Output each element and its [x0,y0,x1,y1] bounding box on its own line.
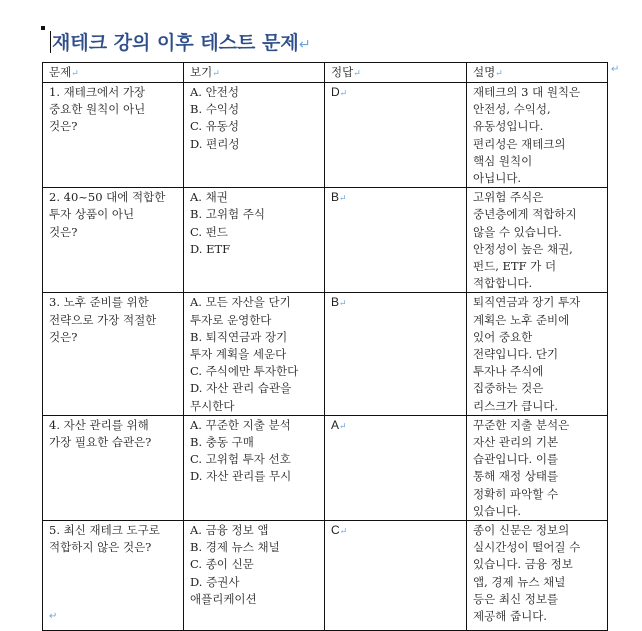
options-cell[interactable] [184,83,325,188]
option-c: C. 주식에만 투자한다 [190,364,299,379]
header-cell-options[interactable] [184,63,325,83]
quiz-table [42,62,608,631]
text-cursor [50,31,51,53]
header-cell-explanation[interactable] [467,63,608,83]
explanation-cell[interactable] [467,415,608,520]
cell-end-mark-icon: ↵ [339,89,348,99]
header-label: 설명 [473,65,496,79]
explanation-line: 안전성, 수익성, [473,102,551,117]
options-cell[interactable] [184,188,325,293]
option-c: C. 펀드 [190,224,228,239]
explanation-line: 집중하는 것은 [473,381,544,396]
answer-value: C [331,523,340,538]
explanation-cell[interactable] [467,293,608,415]
explanation-line: 투자나 주식에 [473,364,544,379]
option-a: A. 꾸준한 지출 분석 [190,417,291,432]
document-title-text: 재테크 강의 이후 테스트 문제 [52,32,299,54]
paragraph-mark-icon: ↵ [298,37,311,53]
explanation-line: 퇴직연금과 장기 투자 [473,295,581,310]
answer-cell[interactable] [325,83,467,188]
explanation-line: 고위험 주식은 [473,190,544,205]
row-end-mark-icon: ↵ [611,64,620,75]
option-b: B. 고위험 주식 [190,207,265,222]
explanation-line: 앱, 경제 뉴스 채널 [473,574,566,589]
cell-end-mark-icon: ↵ [212,69,220,79]
option-d: D. 자산 관리 습관을 [190,381,292,396]
cell-end-mark-icon: ↵ [339,194,347,205]
explanation-line: 재테크의 3 대 원칙은 [473,85,581,99]
option-b: B. 경제 뉴스 채널 [190,540,280,555]
option-b: B. 충동 구매 [190,435,254,450]
table-row [43,83,608,188]
explanation-line: 종이 신문은 정보의 [473,523,570,538]
explanation-line: 실시간성이 떨어질 수 [473,540,581,555]
paragraph-anchor-marker [41,26,45,30]
cell-end-mark-icon: ↵ [353,69,361,79]
answer-cell[interactable] [325,293,467,415]
answer-value: A [331,417,340,432]
question-line: 1. 재테크에서 가장 [49,85,146,99]
explanation-line: 편리성은 재테크의 [473,136,566,151]
question-line: 4. 자산 관리를 위해 [49,417,149,432]
header-cell-answer[interactable] [325,63,467,83]
answer-value: B [331,295,340,310]
document-title[interactable] [52,31,311,57]
options-cell[interactable] [184,521,325,631]
explanation-cell[interactable] [467,188,608,293]
option-d-cont: 무시한다 [190,398,235,413]
option-a-cont: 투자로 운영한다 [190,312,272,327]
explanation-line: 꾸준한 지출 분석은 [473,417,570,432]
explanation-line: 정확히 파악할 수 [473,486,559,501]
explanation-line: 아닙니다. [473,171,522,186]
explanation-line: 등은 최신 정보를 [473,591,559,606]
question-line: 적합하지 않은 것은? [49,540,152,555]
option-a: A. 모든 자산을 단기 [190,295,291,310]
question-cell[interactable] [43,83,184,188]
option-d-cont: 애플리케이션 [190,591,257,606]
cell-end-mark-icon: ↵ [495,69,503,79]
options-cell[interactable] [184,293,325,415]
answer-cell[interactable] [325,188,467,293]
options-cell[interactable] [184,415,325,520]
option-c: C. 종이 신문 [190,557,254,572]
option-a: A. 채권 [190,190,228,205]
explanation-line: 계획은 노후 준비에 [473,312,570,327]
question-line: 중요한 원칙이 아닌 [49,102,146,117]
header-label: 문제 [49,65,72,79]
cell-end-mark-icon: ↵ [339,299,347,310]
question-line: 것은? [49,224,78,239]
header-label: 정답 [331,65,354,79]
explanation-line: 자산 관리의 기본 [473,435,559,450]
question-line: 것은? [49,119,78,134]
explanation-line: 있습니다. 금융 정보 [473,557,573,572]
question-line: 것은? [49,329,78,344]
cell-end-mark-icon: ↵ [339,421,347,432]
answer-cell[interactable] [325,415,467,520]
explanation-line: 제공해 줍니다. [473,609,547,624]
explanation-line: 있어 중요한 [473,329,533,344]
question-line: 전략으로 가장 적절한 [49,312,157,327]
table-row [43,188,608,293]
option-c: C. 유동성 [190,119,240,134]
option-d: D. 증권사 [190,574,240,589]
explanation-line: 적합합니다. [473,276,533,291]
question-line: 투자 상품이 아닌 [49,207,135,222]
cell-end-mark-icon: ↵ [339,527,348,538]
header-cell-question[interactable] [43,63,184,83]
explanation-line: 전략입니다. 단기 [473,347,559,362]
explanation-cell[interactable] [467,83,608,188]
option-c: C. 고위험 투자 선호 [190,452,291,467]
explanation-line: 습관입니다. 이를 [473,452,559,467]
table-row [43,293,608,415]
option-a: A. 금융 정보 앱 [190,523,269,538]
explanation-line: 있습니다. [473,503,522,518]
explanation-line: 리스크가 큽니다. [473,398,559,413]
explanation-line: 핵심 원칙이 [473,153,533,168]
explanation-line: 안정성이 높은 채권, [473,241,573,256]
header-label: 보기 [190,65,213,79]
explanation-line: 펀드, ETF 가 더 [473,259,557,274]
option-b: B. 퇴직연금과 장기 [190,329,288,344]
question-cell[interactable] [43,415,184,520]
table-row [43,521,608,631]
answer-value: B [331,190,340,205]
option-d: D. ETF [190,241,231,256]
option-d: D. 자산 관리를 무시 [190,469,292,484]
option-b: B. 수익성 [190,102,240,117]
table-header-row [43,63,608,83]
empty-paragraph-mark-icon: ↵ [49,611,58,622]
option-b-cont: 투자 계획을 세운다 [190,347,287,362]
question-line: 가장 필요한 습관은? [49,435,152,450]
question-line: 3. 노후 준비를 위한 [49,295,149,310]
question-line: 2. 40~50 대에 적합한 [49,190,166,205]
question-line: 5. 최신 재테크 도구로 [49,523,160,538]
question-cell[interactable] [43,293,184,415]
table-row [43,415,608,520]
answer-value: D [331,85,340,99]
question-cell[interactable] [43,188,184,293]
explanation-line: 중년층에게 적합하지 [473,207,577,222]
cell-end-mark-icon: ↵ [71,69,79,79]
option-a: A. 안전성 [190,85,239,99]
answer-cell[interactable] [325,521,467,631]
explanation-line: 통해 재정 상태를 [473,469,559,484]
explanation-cell[interactable] [467,521,608,631]
option-d: D. 편리성 [190,136,240,151]
explanation-line: 유동성입니다. [473,119,544,134]
question-cell[interactable] [43,521,184,631]
explanation-line: 않을 수 있습니다. [473,224,562,239]
